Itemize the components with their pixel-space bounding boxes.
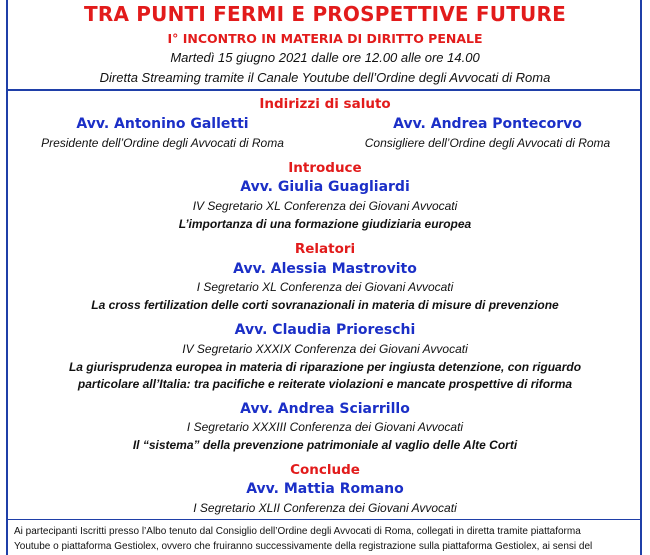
conclusion-heading: Conclude xyxy=(290,462,360,478)
greeting-speaker-1-role: Presidente dell’Ordine degli Avvocati di Roma xyxy=(41,136,284,150)
greeting-speaker-1-name: Avv. Antonino Galletti xyxy=(76,116,249,132)
header-divider xyxy=(8,89,642,91)
conclusion-speaker-name: Avv. Mattia Romano xyxy=(246,481,404,497)
speaker-2-topic-line-1: La giurisprudenza europea in materia di riparazione per ingiusta detenzione, con riguardo xyxy=(68,360,582,374)
greeting-speaker-2-name: Avv. Andrea Pontecorvo xyxy=(393,116,582,132)
footer-line-2: Youtube o piattaforma Gestiolex, ovvero che fruiranno successivamente della registrazione sulla piattaforma Gestiolex, ai sensi del xyxy=(14,541,593,552)
speaker-1-role: I Segretario XL Conferenza dei Giovani Avvocati xyxy=(196,280,454,294)
speaker-1-name: Avv. Alessia Mastrovito xyxy=(233,261,417,277)
event-title: TRA PUNTI FERMI E PROSPETTIVE FUTURE xyxy=(84,2,566,26)
intro-speaker-role: IV Segretario XL Conferenza dei Giovani Avvocati xyxy=(192,199,458,213)
speaker-2-topic-line-2: particolare all’Italia: tra pacifiche e reiterate violazioni e mancate prospettive di riforma xyxy=(77,377,573,391)
speakers-heading: Relatori xyxy=(294,241,356,257)
intro-topic: L’importanza di una formazione giudiziaria europea xyxy=(178,217,472,231)
footer-line-1: Ai partecipanti Iscritti presso l’Albo tenuto dal Consiglio dell’Ordine degli Avvocati di Roma, collegati in diretta tramite piattaforma xyxy=(14,526,581,537)
event-date: Martedì 15 giugno 2021 dalle ore 12.00 alle ore 14.00 xyxy=(170,50,480,65)
speaker-2-role: IV Segretario XXXIX Conferenza dei Giovani Avvocati xyxy=(182,342,468,356)
event-stream-info: Diretta Streaming tramite il Canale Youtube dell’Ordine degli Avvocati di Roma xyxy=(99,70,551,85)
event-subtitle: I° INCONTRO IN MATERIA DI DIRITTO PENALE xyxy=(167,31,483,46)
greeting-speaker-2-role: Consigliere dell’Ordine degli Avvocati di Roma xyxy=(364,136,611,150)
intro-heading: Introduce xyxy=(288,160,362,176)
greetings-heading: Indirizzi di saluto xyxy=(259,96,391,112)
speaker-3-role: I Segretario XXXIII Conferenza dei Giovani Avvocati xyxy=(186,420,464,434)
conclusion-speaker-role: I Segretario XLII Conferenza dei Giovani Avvocati xyxy=(193,501,457,515)
intro-speaker-name: Avv. Giulia Guagliardi xyxy=(240,179,410,195)
footer-divider xyxy=(8,519,642,520)
speaker-3-topic: Il “sistema” della prevenzione patrimoniale al vaglio delle Alte Corti xyxy=(132,438,518,452)
speaker-1-topic: La cross fertilization delle corti sovranazionali in materia di misure di prevenzione xyxy=(91,298,559,312)
speaker-3-name: Avv. Andrea Sciarrillo xyxy=(240,401,410,417)
speaker-2-name: Avv. Claudia Prioreschi xyxy=(234,322,416,338)
